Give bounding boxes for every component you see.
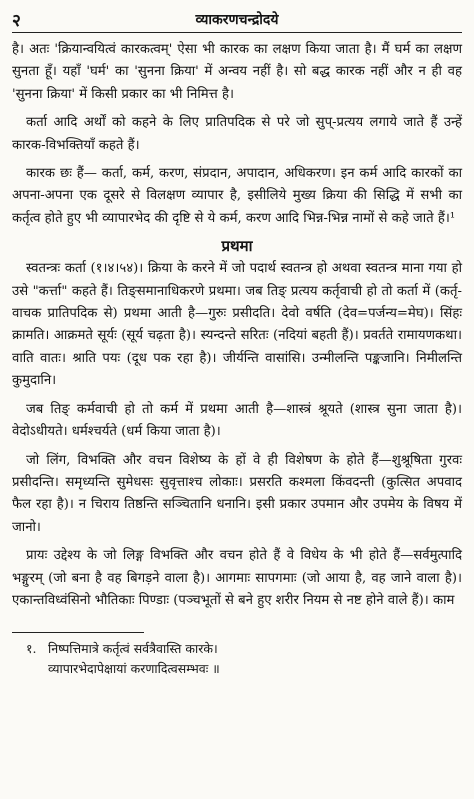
paragraph-karmavachi: जब तिङ् कर्मवाची हो तो कर्म में प्रथमा आती है—शास्त्रं श्रूयते (शास्त्र सुना जाता है)। वेदोऽधीयते। धर्मश्चर्यते (धर्म किया जाता है)।: [12, 401, 462, 440]
footnote-text-1: निष्पत्तिमात्रे कर्तृत्वं सर्वत्रैवास्ति कारके।: [48, 641, 218, 657]
page-number: २: [12, 11, 21, 31]
paragraph-prathama-rule: स्वतन्त्रः कर्ता (१।४।५४)। क्रिया के करने में जो पदार्थ स्वतन्त्र हो अथवा स्वतन्त्र माना गया हो उसे "कर्त्ता" कहते हैं। तिङ्समानाधिकरणे प्रथमा। जब तिङ् प्रत्यय कर्तृवाची हो तो कर्ता में (कर्तृ-वाचक प्रातिपदिक से) प्रथमा आती है—गुरुः प्रसीदति। देवो वर्षति (देव=पर्जन्य=मेघ)। सिंहः क्रामति। आक्रमते सूर्यः (सूर्य चढ़ता है)। स्यन्दन्ते सरितः (नदियां बहती हैं)। प्रवर्तते रामायणकथा। वाति वातः। श्राति पयः (दूध पक रहा है)। जीर्यन्ति वासांसि। उन्मीलन्ति पङ्कजानि। निमीलन्ति कुमुदानि।: [12, 261, 462, 389]
paragraph-six-karakas: कारक छः हैं— कर्ता, कर्म, करण, संप्रदान, अपादान, अधिकरण। इन कर्म आदि कारकों का अपना-अपना एक दूसरे से विलक्षण व्यापार है, इसीलिये मुख्य क्रिया की सिद्धि में सभी का कर्तृत्व होते हुए भी व्यापारभेद की दृष्टि से ये कर्म, करण आदि भिन्न-भिन्न नामों से कहे जाते हैं।¹: [12, 166, 462, 226]
footnote-line-2: व्यापारभेदापेक्षायां करणादित्वसम्भवः ॥: [48, 661, 220, 677]
section-heading: प्रथमा: [221, 237, 253, 256]
footnote-divider: [12, 632, 144, 633]
footnote-line-1: [12, 639, 462, 659]
paragraph-karaka-vibhakti: कर्ता आदि अर्थों को कहने के लिए प्रातिपदिक से परे जो सुप्-प्रत्यय लगाये जाते हैं उन्हें कारक-विभक्तियाँ कहते हैं।: [12, 115, 462, 153]
page-header: [12, 6, 462, 33]
paragraph-uddeshya-vidheya: प्रायः उद्देश्य के जो लिङ्ग विभक्ति और वचन होते हैं वे विधेय के भी होते हैं—सर्वमुत्पादि भङ्गुरम् (जो बना है वह बिगड़ने वाला है)। आगमाः सापगमाः (जो आया है, वह जाने वाला है)। एकान्तविध्वंसिनो भौतिकाः पिण्डाः (पञ्चभूतों से बने हुए शरीर नियम से नष्ट होने वाले हैं)। काम: [12, 548, 462, 608]
paragraph-visheshan: जो लिंग, विभक्ति और वचन विशेष्य के हों वे ही विशेषण के होते हैं—शुश्रूषिता गुरवः प्रसीदन्ति। समृध्यन्ति सुमेधसः सुवृत्ताश्च लोकाः। प्रसरति कश्मला किंवदन्ती (कुत्सित अपवाद फैल रहा है)। न चिराय तिष्ठन्ति सञ्चितानि धनानि। इसी प्रकार उपमान और उपमेय के विषय में जानो।: [12, 452, 462, 535]
footnote-number: १.: [26, 641, 37, 657]
running-title: व्याकरणचन्द्रोदये: [195, 12, 279, 28]
paragraph-karaka-definition: है। अतः 'क्रियान्वयित्वं कारकत्वम्' ऐसा भी कारक का लक्षण किया जाता है। मैं घर्म का लक्षण सुनता हूँ। यहाँ 'घर्म' का 'सुनना क्रिया' में अन्वय नहीं है। सो बद्ध कारक नहीं और न ही वह 'सुनना क्रिया' में किसी प्रकार का भी निमित्त है।: [12, 42, 462, 102]
